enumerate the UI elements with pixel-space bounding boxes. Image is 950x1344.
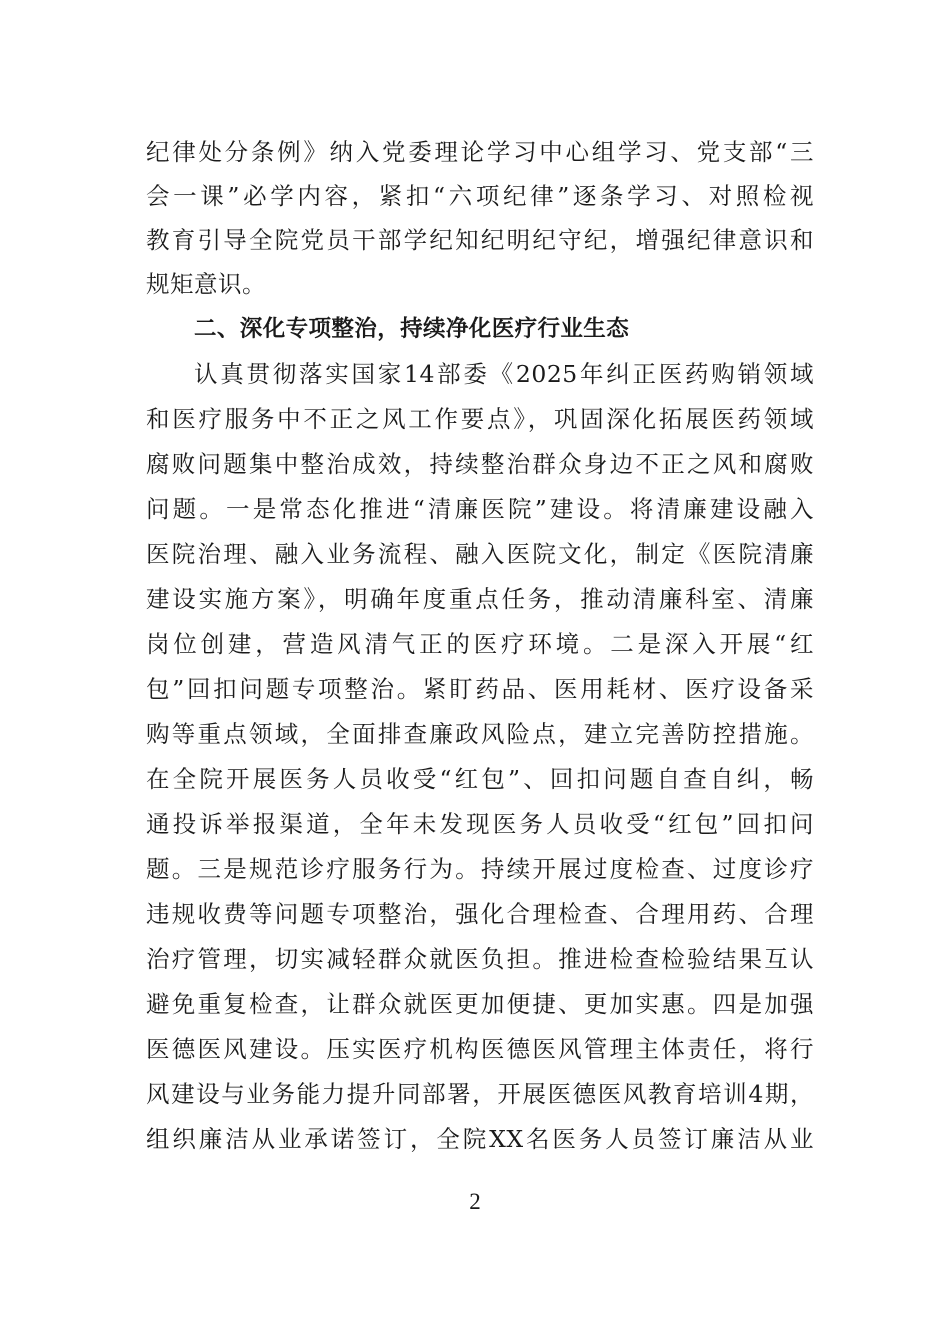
- paragraph-line: 建设实施方案》，明确年度重点任务，推动清廉科室、清廉: [146, 585, 814, 613]
- paragraph-line: 在全院开展医务人员收受“红包”、回扣问题自查自纠，畅: [146, 765, 814, 793]
- paragraph-line: 问题。一是常态化推进“清廉医院”建设。将清廉建设融入: [146, 495, 814, 523]
- paragraph-line: 腐败问题集中整治成效，持续整治群众身边不正之风和腐败: [146, 450, 814, 478]
- paragraph-line: 纪律处分条例》纳入党委理论学习中心组学习、党支部“三: [146, 138, 814, 166]
- paragraph-line: 教育引导全院党员干部学纪知纪明纪守纪，增强纪律意识和: [146, 226, 814, 254]
- paragraph-line: 通投诉举报渠道，全年未发现医务人员收受“红包”回扣问: [146, 810, 814, 838]
- paragraph-line: 题。三是规范诊疗服务行为。持续开展过度检查、过度诊疗: [146, 855, 814, 883]
- paragraph-line: 医院治理、融入业务流程、融入医院文化，制定《医院清廉: [146, 540, 814, 568]
- paragraph-line: 购等重点领域，全面排查廉政风险点，建立完善防控措施。: [146, 720, 814, 748]
- section-heading: 二、深化专项整治，持续净化医疗行业生态: [194, 316, 630, 342]
- paragraph-line: 规矩意识。: [146, 270, 266, 298]
- paragraph-line: 岗位创建，营造风清气正的医疗环境。二是深入开展“红: [146, 630, 814, 658]
- paragraph-line: 医德医风建设。压实医疗机构医德医风管理主体责任，将行: [146, 1035, 814, 1063]
- paragraph-line: 违规收费等问题专项整治，强化合理检查、合理用药、合理: [146, 900, 814, 928]
- paragraph-line: 认真贯彻落实国家14部委《2025年纠正医药购销领域: [194, 360, 814, 388]
- paragraph-line: 包”回扣问题专项整治。紧盯药品、医用耗材、医疗设备采: [146, 675, 814, 703]
- paragraph-line: 和医疗服务中不正之风工作要点》，巩固深化拓展医药领域: [146, 405, 814, 433]
- paragraph-line: 风建设与业务能力提升同部署，开展医德医风教育培训4期，: [146, 1080, 814, 1108]
- page-number: 2: [469, 1189, 481, 1214]
- paragraph-line: 组织廉洁从业承诺签订，全院XX名医务人员签订廉洁从业: [146, 1125, 814, 1153]
- paragraph-line: 会一课”必学内容，紧扣“六项纪律”逐条学习、对照检视: [146, 182, 814, 210]
- paragraph-line: 避免重复检查，让群众就医更加便捷、更加实惠。四是加强: [146, 990, 814, 1018]
- paragraph-line: 治疗管理，切实减轻群众就医负担。推进检查检验结果互认: [146, 945, 814, 973]
